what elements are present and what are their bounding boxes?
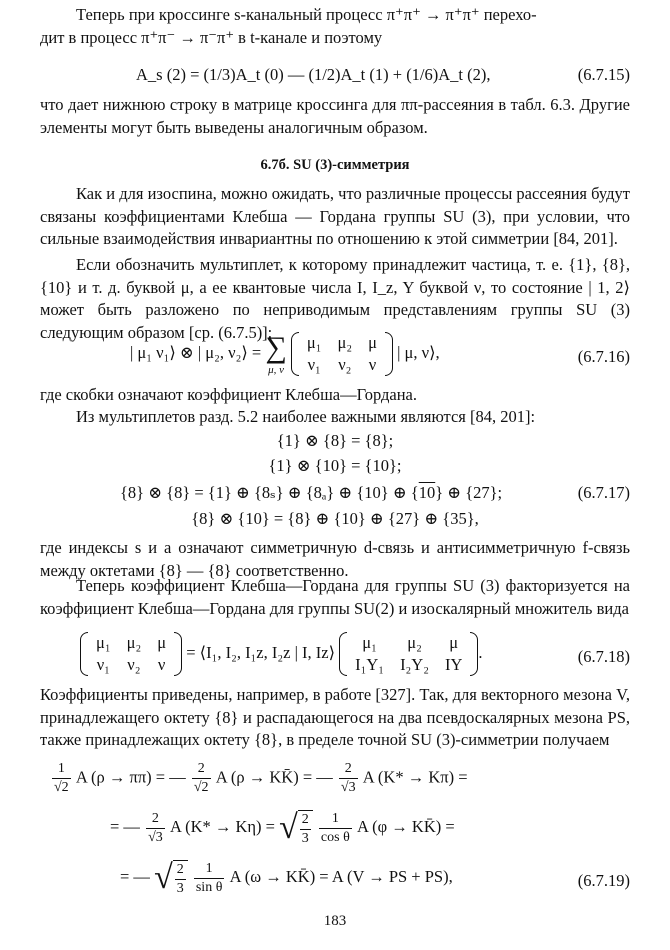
equation-6-7-19-line1 — [40, 762, 630, 802]
numerator: 2 — [192, 762, 211, 779]
denominator: 3 — [176, 881, 184, 896]
paragraph-brackets: где скобки означают коэффициент Клебша—Гордана. — [40, 385, 417, 404]
equation-6-7-19-line2 — [40, 810, 630, 854]
equation-number: (6.7.19) — [577, 871, 630, 890]
equation-number: (6.7.17) — [577, 483, 630, 502]
equation-text: } ⊕ {27}; — [435, 483, 503, 502]
conjugate-multiplet: 10 — [418, 483, 436, 502]
fraction — [52, 762, 71, 795]
denominator: √3 — [148, 829, 163, 845]
paragraph-crossing-matrix: что дает нижнюю строку в матрице кроссинга для ππ-рассеяния в табл. 6.3. Другие элементы могут быть выведены аналогичным образом. — [40, 95, 630, 137]
numerator: 1 — [52, 762, 71, 779]
equation-text: A (ρ → KK̄) = — — [215, 767, 333, 787]
radical-icon: √ — [154, 858, 173, 896]
matrix-cell: IY — [444, 655, 463, 674]
equation-6-7-17-line1: {1} ⊗ {8} = {8}; — [276, 431, 394, 450]
paragraph-crossing — [40, 4, 630, 49]
denominator: cos θ — [320, 829, 350, 845]
equation-6-7-19-line3 — [40, 860, 630, 904]
matrix-cell: μ₁ — [362, 633, 377, 652]
matrix-cell: ν — [157, 655, 166, 674]
denominator: sin θ — [195, 879, 223, 895]
equation-body — [50, 762, 468, 795]
matrix-cell: μ₂ — [407, 633, 422, 652]
equation-number: (6.7.15) — [577, 65, 630, 84]
equation-6-7-16 — [40, 330, 630, 386]
fraction — [175, 863, 186, 896]
section-heading: 6.7б. SU (3)-симметрия — [260, 157, 410, 173]
matrix-cell: μ — [157, 633, 167, 652]
equation-text: A (K* → Kη) = — [169, 816, 275, 836]
equation-text: = — — [120, 866, 150, 886]
equation-body — [130, 332, 440, 376]
sum-symbol: ∑ μ, ν — [265, 330, 287, 376]
matrix-cell: I₂Y₂ — [400, 655, 429, 674]
matrix-cell: μ₂ — [126, 633, 142, 652]
equation-text: A (ω → KK̄) = A (V → PS + PS), — [229, 866, 453, 886]
equation-number: (6.7.16) — [577, 347, 630, 366]
paragraph-factorization: Теперь коэффициент Клебша—Гордана для группы SU (3) факторизуется на коэффициент Клебша—Гордана для группы SU(2) и изоскалярный множитель вида — [40, 576, 630, 618]
matrix-cell: ν₁ — [307, 355, 321, 374]
fraction — [146, 812, 165, 845]
equation-6-7-17 — [40, 482, 630, 506]
paragraph-su3-intro: Как и для изоспина, можно ожидать, что различные процессы рассеяния будут связаны коэффициентами Клебша — Гордана группы SU (3), при условии, что сильные взаимодействия инвариантны по отношению к этой симметрии [84, 201]. — [40, 184, 630, 248]
fraction — [300, 813, 311, 846]
paragraph-multiplet: Если обозначить мультиплет, к которому принадлежит частица, т. е. {1}, {8}, {10} и т. д. буквой μ, а ее квантовые числа I, I_z, Y буквой ν, то состояние | 1, 2⟩ может быть разложено по неприводимым представлениям группы SU (3) следующим образом [ср. (6.7.5)]: — [40, 255, 630, 342]
matrix-cell: I₁Y₁ — [355, 655, 385, 674]
paragraph-vector-meson: Коэффициенты приведены, например, в работе [327]. Так, для векторного мезона V, принадлежащего октету {8} и распадающегося на два псевдоскалярных мезона PS, также принадлежащих октету {8}, в пределе точной SU (3)-симметрии получаем — [40, 685, 630, 749]
fraction — [319, 812, 352, 845]
denominator: 3 — [301, 831, 309, 846]
fraction — [192, 762, 211, 795]
square-root — [154, 860, 188, 896]
clebsch-gordan-matrix — [291, 332, 393, 376]
matrix-cell: μ₁ — [306, 333, 322, 352]
paragraph-crossing-line2: дит в процесс π⁺π⁻ → π⁻π⁺ в t-канале и поэтому — [40, 27, 383, 47]
paragraph-multiplets: Из мультиплетов разд. 5.2 наиболее важными являются [84, 201]: — [76, 407, 536, 426]
matrix-cell: ν₂ — [127, 655, 141, 674]
equation-text: A (φ → KK̄) = — [357, 816, 455, 836]
equation-body — [120, 860, 453, 896]
matrix-cell: μ₁ — [96, 633, 111, 652]
denominator: √2 — [193, 780, 209, 795]
isoscalar-factor-matrix — [339, 632, 478, 676]
numerator: 2 — [339, 762, 358, 779]
denominator: √3 — [340, 780, 356, 795]
denominator: √2 — [54, 780, 69, 795]
matrix-cell: ν₂ — [338, 355, 352, 374]
paragraph-crossing-line1: Теперь при кроссинге s-канальный процесс π⁺π⁺ → π⁺π⁺ перехо- — [76, 5, 537, 24]
equation-dot: . — [478, 642, 483, 662]
matrix-cell: μ — [368, 333, 377, 352]
matrix-cell: μ — [449, 633, 459, 652]
equation-6-7-18 — [40, 632, 630, 684]
page-number: 183 — [323, 913, 347, 929]
left-matrix — [80, 632, 182, 676]
clebsch-gordan-su2: = ⟨I₁, I₂, I₁z, I₂z | I, Iz⟩ — [186, 642, 336, 662]
equation-body — [110, 810, 455, 846]
radical-icon: √ — [279, 808, 298, 846]
equation-number: (6.7.18) — [577, 647, 630, 666]
equation-body — [80, 632, 483, 676]
numerator: 1 — [194, 862, 225, 879]
paragraph-indices: где индексы s и a означают симметричную d-связь и антисимметричную f-связь между октетами {8} — {8} соответственно. — [40, 538, 630, 580]
numerator: 2 — [146, 812, 165, 829]
equation-text: A (ρ → ππ) = — — [75, 767, 186, 787]
equation-6-7-17-line3 — [120, 482, 502, 505]
numerator: 1 — [319, 812, 352, 829]
matrix-cell: ν₁ — [96, 655, 110, 674]
equation-lhs: | μ₁ ν₁⟩ ⊗ | μ₂, ν₂⟩ = — [130, 342, 262, 362]
equation-6-7-15 — [40, 64, 630, 88]
fraction — [194, 862, 225, 895]
equation-6-7-17-line2: {1} ⊗ {10} = {10}; — [268, 456, 402, 475]
equation-text: = — — [110, 816, 140, 836]
equation-text: A (K* → Kπ) = — [362, 767, 468, 787]
equation-body: A_s (2) = (1/3)A_t (0) — (1/2)A_t (1) + (1/6)A_t (2), — [136, 65, 491, 84]
equation-text: {8} ⊗ {8} = {1} ⊕ {8ₛ} ⊕ {8ₐ} ⊕ {10} ⊕ { — [120, 483, 419, 502]
equation-rhs: | μ, ν⟩, — [397, 342, 440, 362]
equation-6-7-17-line4: {8} ⊗ {10} = {8} ⊕ {10} ⊕ {27} ⊕ {35}, — [191, 509, 479, 528]
numerator: 2 — [175, 863, 186, 880]
square-root — [279, 810, 313, 846]
numerator: 2 — [300, 813, 311, 830]
matrix-cell: ν — [368, 355, 377, 374]
fraction — [339, 762, 358, 795]
sum-subscript: μ, ν — [268, 363, 285, 376]
matrix-cell: μ₂ — [337, 333, 353, 352]
